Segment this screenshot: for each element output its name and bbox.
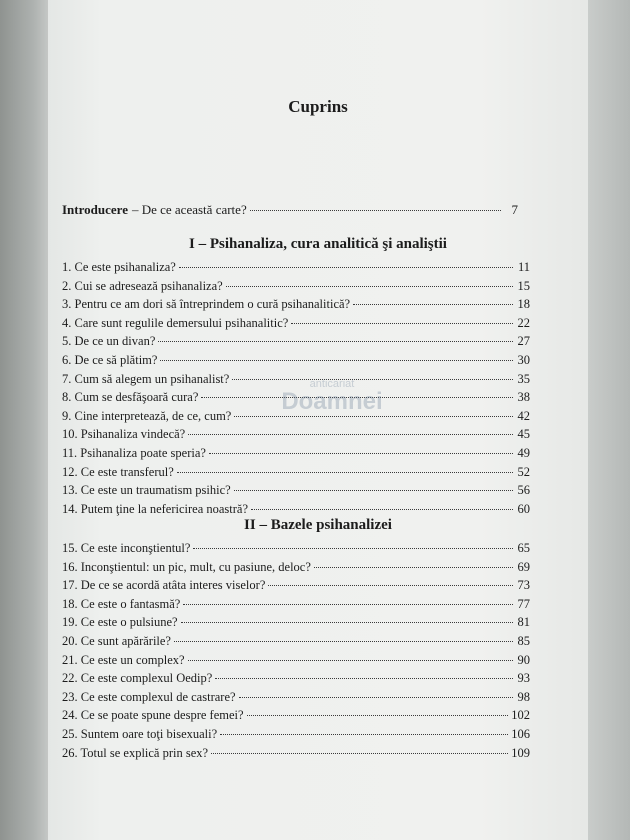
dot-leader [188,434,513,435]
watermark-big-text: Doamnei [281,388,383,415]
dot-leader [239,697,513,698]
page-number: 52 [517,464,530,479]
toc-entry [62,539,530,558]
toc-entry-introduction [62,202,518,218]
toc-entry-title: 23. Ce este complexul de castrare? [62,689,236,704]
page-number: 81 [517,615,530,630]
toc-entry [62,277,530,296]
page-number: 98 [517,689,530,704]
toc-entry-title: 21. Ce este un complex? [62,652,185,667]
toc-entry-title: 14. Putem ţine la nefericirea noastră? [62,501,249,516]
page-number: 22 [517,315,530,330]
dot-leader [268,585,513,586]
dot-leader [211,753,508,754]
toc-entry [62,651,530,670]
page-number: 30 [517,352,530,367]
intro-label: Introducere [62,202,128,217]
toc-entry [62,351,530,370]
page-number: 77 [517,596,530,611]
toc-entry [62,725,530,744]
toc-entry [62,576,530,595]
page-edge [588,0,630,840]
toc-entry [62,295,530,314]
dot-leader [220,734,508,735]
page-number: 106 [511,726,530,741]
toc-entry [62,258,530,277]
page-number: 102 [511,708,530,723]
toc-entry-title: 6. De ce să plătim? [62,352,158,367]
dot-leader [209,453,513,454]
toc-entry [62,463,530,482]
toc-entry-title: 17. De ce se acordă atâta interes viselor? [62,578,266,593]
dot-leader [247,715,509,716]
intro-title: – De ce această carte? [131,202,247,217]
toc-entry [62,669,530,688]
page-number: 85 [517,633,530,648]
page-number: 15 [517,278,530,293]
toc-entry [62,688,530,707]
toc-entry [62,481,530,500]
page-number: 60 [517,501,530,516]
toc-entry-title: 8. Cum se desfăşoară cura? [62,390,199,405]
toc-entry [62,314,530,333]
toc-list-section-1 [62,258,530,518]
dot-leader [234,490,513,491]
toc-entry [62,407,530,426]
toc-entry-title: 26. Totul se explică prin sex? [62,745,209,760]
dot-leader [183,604,513,605]
dot-leader [201,397,513,398]
dot-leader [251,509,513,510]
section-heading-2: II – Bazele psihanalizei [244,517,392,533]
toc-entry-title: 24. Ce se poate spune despre femei? [62,708,244,723]
toc-entry-title: 1. Ce este psihanaliza? [62,260,176,274]
page-number: 49 [517,445,530,460]
toc-entry-title: 13. Ce este un traumatism psihic? [62,483,231,498]
toc-entry [62,613,530,632]
toc-entry-title: 4. Care sunt regulile demersului psihanalitic? [62,315,289,330]
toc-entry-title: 22. Ce este complexul Oedip? [62,671,213,686]
toc-entry-title: 3. Pentru ce am dori să întreprindem o cură psihanalitică? [62,297,351,312]
page-number: 90 [517,652,530,667]
dot-leader [215,678,513,679]
toc-entry-title: 7. Cum să alegem un psihanalist? [62,371,230,386]
dot-leader [160,360,513,361]
page-number: 27 [517,334,530,349]
dot-leader [158,341,513,342]
page-number: 7 [511,202,518,217]
dot-leader [179,267,513,268]
dot-leader [226,286,513,287]
toc-entry [62,632,530,651]
toc-entry [62,370,530,389]
toc-entry-title: 11. Psihanaliza poate speria? [62,445,206,460]
page-number: 38 [517,390,530,405]
page-number: 73 [517,578,530,593]
toc-entry [62,500,530,519]
toc-entry [62,706,530,725]
toc-entry-title: 9. Cine interpretează, de ce, cum? [62,408,232,423]
toc-entry [62,558,530,577]
page-number: 35 [517,371,530,386]
toc-entry [62,444,530,463]
page-number: 42 [517,408,530,423]
dot-leader [174,641,513,642]
page-number: 11 [517,260,530,274]
page-number: 109 [511,745,530,760]
toc-entry [62,595,530,614]
toc-entry [62,332,530,351]
page-title: Cuprins [288,97,348,116]
section-heading-1: I – Psihanaliza, cura analitică şi analiştii [189,236,447,252]
toc-entry-title: 16. Inconştientul: un pic, mult, cu pasiune, deloc? [62,559,311,574]
toc-entry-title: 18. Ce este o fantasmă? [62,596,181,611]
dot-leader [314,567,513,568]
toc-entry-title: 25. Suntem oare toţi bisexuali? [62,726,218,741]
dot-leader [232,379,513,380]
toc-entry-title: 19. Ce este o pulsiune? [62,615,178,630]
toc-entry-title: 2. Cui se adresează psihanaliza? [62,278,223,293]
toc-entry-title: 15. Ce este inconştientul? [62,541,191,555]
toc-entry [62,744,530,763]
page-number: 93 [517,671,530,686]
toc-entry-title: 10. Psihanaliza vindecă? [62,427,186,442]
dot-leader [181,622,513,623]
toc-list-section-2 [62,539,530,762]
toc-entry-title: 20. Ce sunt apărările? [62,633,171,648]
dot-leader [234,416,513,417]
dot-leader [193,548,513,549]
toc-entry [62,425,530,444]
dot-leader [353,304,513,305]
toc-entry-title: 12. Ce este transferul? [62,464,174,479]
page-number: 65 [517,541,530,555]
toc-entry [62,388,530,407]
dot-leader [188,660,513,661]
page-number: 18 [517,297,530,312]
page-number: 56 [517,483,530,498]
dot-leader [291,323,513,324]
page-number: 69 [517,559,530,574]
page-number: 45 [517,427,530,442]
watermark-small-text: anticariat [309,378,355,390]
book-spine-shadow [0,0,48,840]
toc-entry-title: 5. De ce un divan? [62,334,156,349]
dot-leader [250,210,501,211]
dot-leader [177,472,513,473]
